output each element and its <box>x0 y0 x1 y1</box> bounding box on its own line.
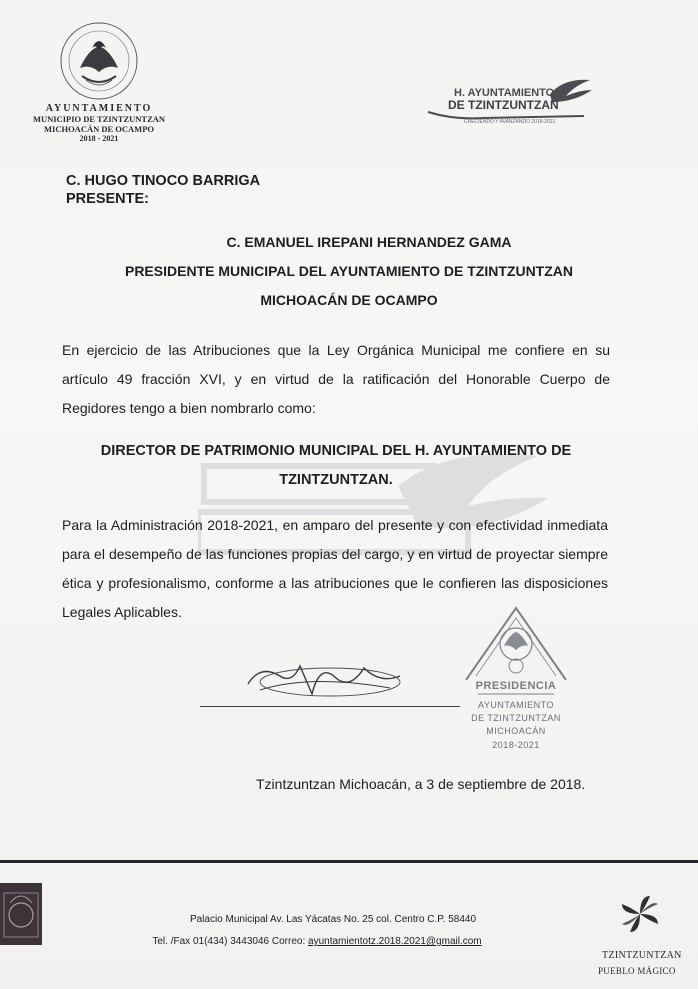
footer-address: Palacio Municipal Av. Las Yácatas No. 25 col. Centro C.P. 58440 <box>189 914 477 925</box>
addressee-name: C. HUGO TINOCO BARRIGA <box>66 173 261 189</box>
letterhead-line-3: MICHOACÁN DE OCAMPO <box>43 124 155 134</box>
stamp-line-1: PRESIDENCIA <box>475 680 557 692</box>
national-seal-icon <box>58 20 140 102</box>
date-line: Tzintzuntzan Michoacán, a 3 de septiembre de 2018. <box>256 776 586 792</box>
footer-email-link[interactable]: ayuntamientotz.2018.2021@gmail.com <box>308 936 482 947</box>
signature-line <box>200 706 460 707</box>
signature-icon <box>240 654 410 704</box>
stamp-line-5: 2018-2021 <box>492 740 540 750</box>
appointment-title <box>0 437 672 495</box>
letterhead-line-1: AYUNTAMIENTO <box>45 103 153 114</box>
ayuntamiento-logo-icon <box>424 76 594 124</box>
addressee-block <box>66 172 260 208</box>
stamp-line-3: DE TZINTZUNTZAN <box>471 713 561 723</box>
sender-name: C. EMANUEL IREPANI HERNANDEZ GAMA <box>226 234 512 250</box>
letterhead-line-2: MUNICIPIO DE TZINTZUNTZAN <box>32 114 166 124</box>
svg-text:DE TZINTZUNTZAN: DE TZINTZUNTZAN <box>448 98 559 112</box>
sender-position: PRESIDENTE MUNICIPAL DEL AYUNTAMIENTO DE TZINTZUNTZAN <box>124 263 573 279</box>
letterhead-left <box>14 20 184 144</box>
logo-subtitle: PUEBLO MÁGICO <box>598 966 676 976</box>
footer-contact-prefix: Tel. /Fax 01(434) 3443046 Correo: <box>152 936 309 947</box>
footer-rule <box>0 860 698 863</box>
stamp-line-2: AYUNTAMIENTO <box>477 700 554 710</box>
body-paragraph-1: En ejercicio de las Atribuciones que la Ley Orgánica Municipal me confiere en su artículo 49 fracción XVI, y en virtud de la ratificación del Honorable Cuerpo de Regidores tengo a bien nombrarlo como: <box>62 342 610 416</box>
stamp-line-4: MICHOACÁN <box>486 726 546 736</box>
footer-contact <box>0 936 666 947</box>
body-paragraph-2: Para la Administración 2018-2021, en amparo del presente y con efectividad inmediata para el desempeño de las funciones propias del cargo, y en virtud de proyectar siempre ética y profesionalismo, conforme a las atribuciones que le confieren las disposiciones Legales Aplicables. <box>62 517 608 620</box>
letterhead-line-4: 2018 - 2021 <box>79 134 119 143</box>
appointment-line-2: TZINTZUNTZAN. <box>279 472 393 488</box>
svg-text:H. AYUNTAMIENTO: H. AYUNTAMIENTO <box>454 87 555 99</box>
sender-state: MICHOACÁN DE OCAMPO <box>260 292 438 308</box>
pueblo-magico-logo-icon <box>618 892 662 936</box>
logo-town-name: TZINTZUNTZAN <box>602 950 682 961</box>
addressee-salutation: PRESENTE: <box>66 191 149 207</box>
appointment-line-1: DIRECTOR DE PATRIMONIO MUNICIPAL DEL H. AYUNTAMIENTO DE <box>100 443 572 459</box>
svg-text:CRECIENDO Y AVANZANDO 2018-202: CRECIENDO Y AVANZANDO 2018-2021 <box>464 119 556 124</box>
